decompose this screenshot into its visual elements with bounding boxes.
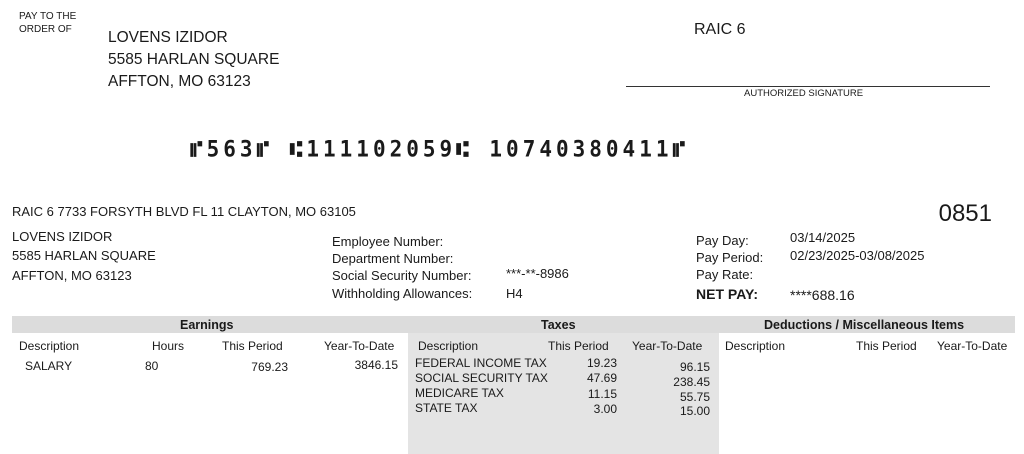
tax-row-this-period: 11.15 bbox=[587, 387, 617, 401]
check-number: 0851 bbox=[938, 200, 992, 227]
taxes-header-description: Description bbox=[418, 339, 479, 353]
earnings-title: Earnings bbox=[180, 318, 234, 332]
micr-line: ⑈563⑈ ⑆111102059⑆ 10740380411⑈ bbox=[190, 136, 690, 162]
earnings-header-ytd: Year-To-Date bbox=[324, 339, 395, 353]
tax-row-this-period: 3.00 bbox=[593, 402, 617, 416]
tax-row-description: STATE TAX bbox=[415, 401, 478, 415]
tax-row-description: FEDERAL INCOME TAX bbox=[415, 356, 547, 370]
deductions-header-description: Description bbox=[725, 339, 786, 353]
earnings-header-description: Description bbox=[19, 339, 80, 353]
tax-row-this-period: 47.69 bbox=[586, 371, 617, 385]
net-pay-label: NET PAY: bbox=[696, 286, 758, 302]
stub-company-line: RAIC 6 7733 FORSYTH BLVD FL 11 CLAYTON, MO 63105 bbox=[12, 204, 356, 219]
pay-day-label: Pay Day: bbox=[696, 233, 749, 248]
earnings-header-hours: Hours bbox=[152, 339, 185, 353]
deductions-header-this-period: This Period bbox=[856, 339, 917, 353]
tax-row-ytd: 96.15 bbox=[679, 360, 710, 374]
employee-number-label: Employee Number: bbox=[332, 234, 444, 249]
check-company-name: RAIC 6 bbox=[694, 21, 746, 38]
withholding-value: H4 bbox=[506, 286, 523, 301]
employee-city: AFFTON, MO 63123 bbox=[12, 268, 132, 283]
tax-row-ytd: 15.00 bbox=[679, 404, 710, 418]
earnings-row-this-period: 769.23 bbox=[251, 360, 288, 374]
tax-row-ytd: 238.45 bbox=[673, 375, 710, 389]
ssn-value: ***-**-8986 bbox=[506, 266, 569, 281]
taxes-header-ytd: Year-To-Date bbox=[632, 339, 703, 353]
signature-line bbox=[626, 86, 990, 87]
tax-row-this-period: 19.23 bbox=[586, 356, 617, 370]
tax-row-description: SOCIAL SECURITY TAX bbox=[415, 371, 548, 385]
payee-city: AFFTON, MO 63123 bbox=[108, 73, 251, 90]
payee-street: 5585 HARLAN SQUARE bbox=[108, 51, 280, 68]
ssn-label: Social Security Number: bbox=[332, 268, 472, 283]
department-number-label: Department Number: bbox=[332, 251, 454, 266]
pay-period-label: Pay Period: bbox=[696, 250, 764, 265]
pay-day-value: 03/14/2025 bbox=[790, 230, 856, 245]
deductions-title: Deductions / Miscellaneous Items bbox=[764, 318, 965, 332]
net-pay-value: ****688.16 bbox=[790, 287, 855, 303]
signature-label: AUTHORIZED SIGNATURE bbox=[744, 88, 864, 99]
employee-street: 5585 HARLAN SQUARE bbox=[12, 248, 156, 263]
pay-to-label: PAY TO THE ORDER OF bbox=[19, 11, 77, 35]
deductions-header-ytd: Year-To-Date bbox=[937, 339, 1008, 353]
earnings-row-description: SALARY bbox=[25, 359, 73, 373]
earnings-row-hours: 80 bbox=[145, 359, 159, 373]
withholding-label: Withholding Allowances: bbox=[332, 286, 473, 301]
tax-row-ytd: 55.75 bbox=[679, 390, 710, 404]
pay-period-value: 02/23/2025-03/08/2025 bbox=[790, 248, 925, 263]
taxes-header-this-period: This Period bbox=[548, 339, 609, 353]
taxes-title: Taxes bbox=[541, 318, 576, 332]
pay-rate-label: Pay Rate: bbox=[696, 267, 754, 282]
employee-name: LOVENS IZIDOR bbox=[12, 229, 113, 244]
earnings-row-ytd: 3846.15 bbox=[354, 358, 398, 372]
earnings-header-this-period: This Period bbox=[222, 339, 283, 353]
tax-row-description: MEDICARE TAX bbox=[415, 386, 504, 400]
payee-name: LOVENS IZIDOR bbox=[108, 29, 228, 46]
